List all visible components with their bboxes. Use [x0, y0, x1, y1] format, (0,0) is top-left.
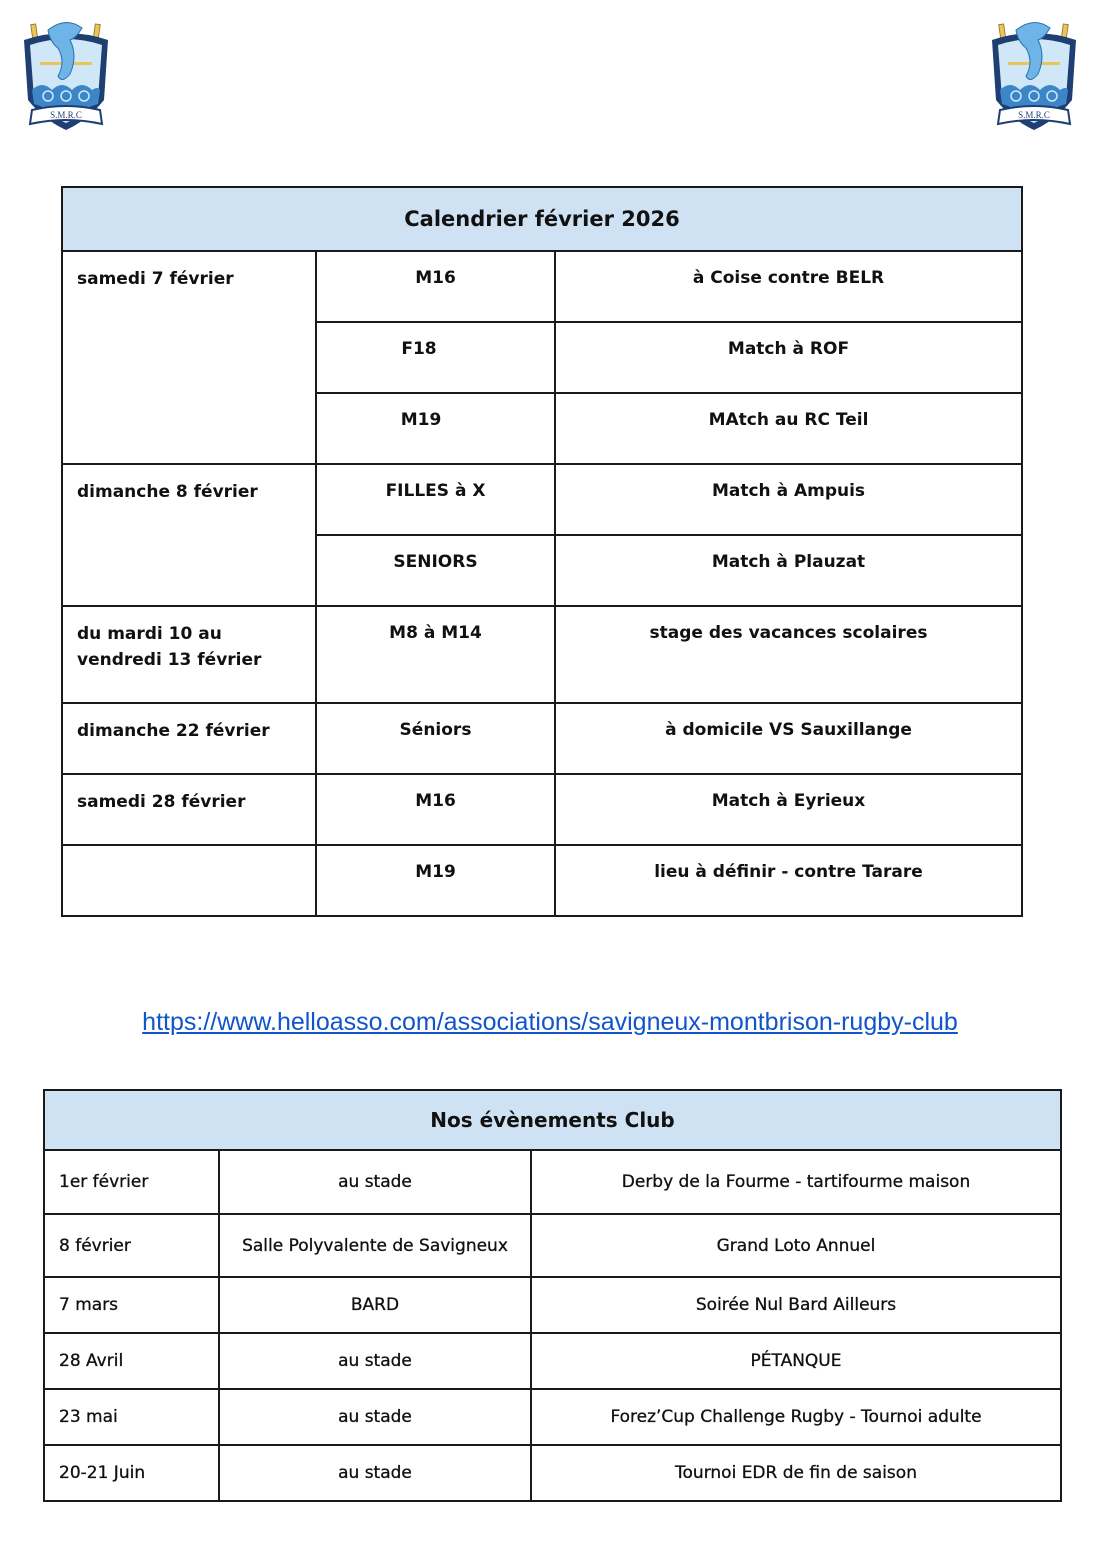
calendar-event-cell: MAtch au RC Teil — [555, 393, 1022, 464]
svg-text:S.M.R.C: S.M.R.C — [50, 110, 82, 120]
calendar-date-cell: dimanche 22 février — [62, 703, 316, 774]
table-row — [62, 703, 1022, 774]
event-place-cell: BARD — [219, 1277, 531, 1333]
calendar-team-cell: F18 — [316, 322, 555, 393]
event-date-cell: 7 mars — [44, 1277, 219, 1333]
table-row — [62, 845, 1022, 916]
event-date-cell: 28 Avril — [44, 1333, 219, 1389]
event-date-cell: 1er février — [44, 1150, 219, 1214]
event-name-cell: Derby de la Fourme - tartifourme maison — [531, 1150, 1061, 1214]
calendar-event-cell: à Coise contre BELR — [555, 251, 1022, 322]
table-row — [44, 1277, 1061, 1333]
events-header-row — [44, 1090, 1061, 1150]
table-row — [44, 1389, 1061, 1445]
event-name-cell: Forez’Cup Challenge Rugby - Tournoi adulte — [531, 1389, 1061, 1445]
club-logo — [18, 12, 114, 140]
calendar-team-cell: M16 — [316, 774, 555, 845]
event-name-cell: Soirée Nul Bard Ailleurs — [531, 1277, 1061, 1333]
table-row — [44, 1333, 1061, 1389]
calendar-date-cell: du mardi 10 au vendredi 13 février — [62, 606, 316, 703]
svg-text:S.M.R.C: S.M.R.C — [1018, 110, 1050, 120]
calendar-event-cell: stage des vacances scolaires — [555, 606, 1022, 703]
event-place-cell: au stade — [219, 1333, 531, 1389]
event-place-cell: au stade — [219, 1445, 531, 1501]
table-row — [44, 1150, 1061, 1214]
events-title: Nos évènements Club — [44, 1090, 1061, 1150]
calendar-team-cell: FILLES à X — [316, 464, 555, 535]
calendar-team-cell: Séniors — [316, 703, 555, 774]
club-crest-icon — [24, 22, 108, 130]
helloasso-link[interactable]: https://www.helloasso.com/associations/savigneux-montbrison-rugby-club — [142, 1008, 958, 1036]
table-row — [62, 606, 1022, 703]
table-row — [62, 464, 1022, 535]
calendar-table — [61, 186, 1023, 917]
table-row — [44, 1214, 1061, 1277]
event-date-cell: 20-21 Juin — [44, 1445, 219, 1501]
club-crest-icon — [992, 22, 1076, 130]
calendar-event-cell: à domicile VS Sauxillange — [555, 703, 1022, 774]
event-name-cell: Grand Loto Annuel — [531, 1214, 1061, 1277]
calendar-team-cell: M19 — [316, 393, 555, 464]
table-row — [44, 1445, 1061, 1501]
calendar-date-cell: dimanche 8 février — [62, 464, 316, 606]
event-place-cell: Salle Polyvalente de Savigneux — [219, 1214, 531, 1277]
calendar-event-cell: Match à Ampuis — [555, 464, 1022, 535]
calendar-date-cell: samedi 28 février — [62, 774, 316, 845]
club-logo — [986, 12, 1082, 140]
events-table — [43, 1089, 1062, 1502]
calendar-date-cell: samedi 7 février — [62, 251, 316, 464]
event-name-cell: PÉTANQUE — [531, 1333, 1061, 1389]
calendar-event-cell: Match à Plauzat — [555, 535, 1022, 606]
event-name-cell: Tournoi EDR de fin de saison — [531, 1445, 1061, 1501]
table-row — [62, 774, 1022, 845]
event-date-cell: 23 mai — [44, 1389, 219, 1445]
calendar-header-row — [62, 187, 1022, 251]
calendar-team-cell: M16 — [316, 251, 555, 322]
event-place-cell: au stade — [219, 1389, 531, 1445]
calendar-date-cell — [62, 845, 316, 916]
calendar-team-cell: M19 — [316, 845, 555, 916]
calendar-event-cell: Match à ROF — [555, 322, 1022, 393]
event-place-cell: au stade — [219, 1150, 531, 1214]
calendar-event-cell: Match à Eyrieux — [555, 774, 1022, 845]
calendar-title: Calendrier février 2026 — [62, 187, 1022, 251]
calendar-team-cell: SENIORS — [316, 535, 555, 606]
calendar-event-cell: lieu à définir - contre Tarare — [555, 845, 1022, 916]
event-date-cell: 8 février — [44, 1214, 219, 1277]
table-row — [62, 251, 1022, 322]
calendar-team-cell: M8 à M14 — [316, 606, 555, 703]
